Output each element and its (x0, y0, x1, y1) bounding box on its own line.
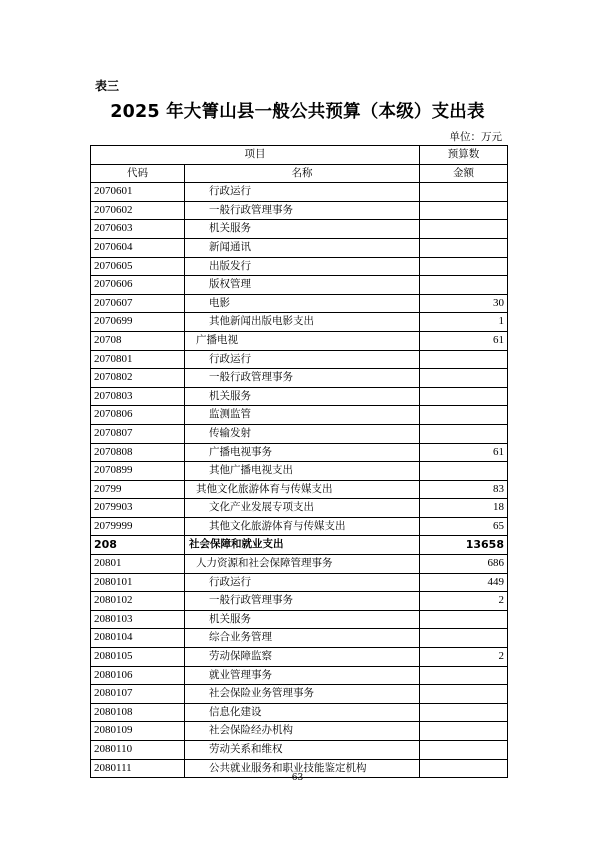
row-name: 公共就业服务和职业技能鉴定机构 (185, 759, 420, 778)
row-amount: 449 (420, 573, 508, 592)
row-name: 社会保障和就业支出 (185, 536, 420, 555)
row-amount (420, 276, 508, 295)
table-body (91, 183, 508, 778)
row-code: 2080111 (91, 759, 185, 778)
document-title: 2025 年大箐山县一般公共预算（本级）支出表 (110, 102, 485, 122)
table-row (91, 238, 508, 257)
row-amount (420, 257, 508, 276)
table-row (91, 424, 508, 443)
table-row (91, 666, 508, 685)
row-code: 2070808 (91, 443, 185, 462)
row-code: 2080108 (91, 703, 185, 722)
row-amount (420, 238, 508, 257)
row-name: 一般行政管理事务 (185, 369, 420, 388)
row-amount: 83 (420, 480, 508, 499)
row-amount (420, 685, 508, 704)
row-name: 人力资源和社会保障管理事务 (185, 555, 420, 574)
row-code: 2079999 (91, 517, 185, 536)
row-code: 2080104 (91, 629, 185, 648)
row-name: 监测监管 (185, 406, 420, 425)
row-code: 2070807 (91, 424, 185, 443)
row-code: 2070699 (91, 313, 185, 332)
row-code: 2080110 (91, 741, 185, 760)
code-column-header: 代码 (91, 164, 185, 183)
row-name: 广播电视 (185, 331, 420, 350)
row-code: 2070602 (91, 201, 185, 220)
row-name: 版权管理 (185, 276, 420, 295)
table-row (91, 685, 508, 704)
row-code: 20799 (91, 480, 185, 499)
row-code: 2070607 (91, 294, 185, 313)
row-name: 机关服务 (185, 387, 420, 406)
table-row (91, 741, 508, 760)
row-name: 就业管理事务 (185, 666, 420, 685)
table-row (91, 276, 508, 295)
row-code: 2080107 (91, 685, 185, 704)
table-row (91, 294, 508, 313)
table-row (91, 703, 508, 722)
table-row (91, 499, 508, 518)
row-amount: 61 (420, 443, 508, 462)
row-amount (420, 183, 508, 202)
table-row (91, 257, 508, 276)
table-row (91, 201, 508, 220)
row-amount (420, 387, 508, 406)
row-code: 2070605 (91, 257, 185, 276)
row-code: 2080103 (91, 610, 185, 629)
table-row (91, 648, 508, 667)
row-code: 208 (91, 536, 185, 555)
row-amount: 2 (420, 648, 508, 667)
row-amount: 1 (420, 313, 508, 332)
row-code: 2080109 (91, 722, 185, 741)
table-row (91, 406, 508, 425)
page-number: 63 (291, 773, 304, 783)
row-amount (420, 666, 508, 685)
table-row (91, 331, 508, 350)
row-amount: 686 (420, 555, 508, 574)
row-amount (420, 350, 508, 369)
row-amount (420, 610, 508, 629)
row-name: 行政运行 (185, 350, 420, 369)
row-name: 出版发行 (185, 257, 420, 276)
row-name: 社会保险业务管理事务 (185, 685, 420, 704)
budget-table (90, 145, 508, 778)
row-code: 20708 (91, 331, 185, 350)
table-row (91, 220, 508, 239)
row-name: 行政运行 (185, 573, 420, 592)
amount-column-header: 金额 (420, 164, 508, 183)
project-group-header: 项目 (91, 146, 420, 165)
row-amount: 61 (420, 331, 508, 350)
row-name: 广播电视事务 (185, 443, 420, 462)
row-code: 20801 (91, 555, 185, 574)
row-name: 劳动保障监察 (185, 648, 420, 667)
row-code: 2070801 (91, 350, 185, 369)
table-row (91, 592, 508, 611)
table-row (91, 517, 508, 536)
table-row (91, 387, 508, 406)
table-row (91, 555, 508, 574)
table-row (91, 462, 508, 481)
row-name: 其他新闻出版电影支出 (185, 313, 420, 332)
table-row (91, 443, 508, 462)
row-name: 行政运行 (185, 183, 420, 202)
row-amount (420, 722, 508, 741)
row-amount (420, 703, 508, 722)
row-name: 其他文化旅游体育与传媒支出 (185, 480, 420, 499)
table-row (91, 350, 508, 369)
table-row (91, 480, 508, 499)
row-name: 社会保险经办机构 (185, 722, 420, 741)
row-amount (420, 741, 508, 760)
table-row (91, 629, 508, 648)
row-name: 信息化建设 (185, 703, 420, 722)
row-amount: 2 (420, 592, 508, 611)
row-amount: 13658 (420, 536, 508, 555)
table-row (91, 183, 508, 202)
row-amount: 65 (420, 517, 508, 536)
row-amount (420, 201, 508, 220)
table-row (91, 536, 508, 555)
table-row (91, 369, 508, 388)
row-code: 2070806 (91, 406, 185, 425)
row-amount (420, 369, 508, 388)
row-name: 新闻通讯 (185, 238, 420, 257)
row-amount (420, 424, 508, 443)
table-row (91, 610, 508, 629)
budget-header: 预算数 (420, 146, 508, 165)
row-code: 2070803 (91, 387, 185, 406)
row-name: 机关服务 (185, 220, 420, 239)
row-amount (420, 220, 508, 239)
row-code: 2070899 (91, 462, 185, 481)
row-name: 一般行政管理事务 (185, 592, 420, 611)
table-row (91, 573, 508, 592)
row-code: 2070604 (91, 238, 185, 257)
table-row (91, 722, 508, 741)
row-name: 其他文化旅游体育与传媒支出 (185, 517, 420, 536)
row-name: 一般行政管理事务 (185, 201, 420, 220)
row-amount: 18 (420, 499, 508, 518)
row-name: 其他广播电视支出 (185, 462, 420, 481)
row-name: 传输发射 (185, 424, 420, 443)
row-amount (420, 462, 508, 481)
row-code: 2079903 (91, 499, 185, 518)
row-name: 电影 (185, 294, 420, 313)
row-code: 2070606 (91, 276, 185, 295)
row-amount: 30 (420, 294, 508, 313)
row-name: 劳动关系和维权 (185, 741, 420, 760)
row-amount (420, 406, 508, 425)
row-code: 2070802 (91, 369, 185, 388)
row-code: 2080102 (91, 592, 185, 611)
row-code: 2070603 (91, 220, 185, 239)
row-name: 综合业务管理 (185, 629, 420, 648)
row-amount (420, 629, 508, 648)
row-code: 2080105 (91, 648, 185, 667)
name-column-header: 名称 (185, 164, 420, 183)
row-code: 2070601 (91, 183, 185, 202)
table-row (91, 313, 508, 332)
row-name: 文化产业发展专项支出 (185, 499, 420, 518)
row-code: 2080106 (91, 666, 185, 685)
table-label: 表三 (95, 79, 120, 93)
unit-label: 单位：万元 (449, 131, 502, 143)
row-name: 机关服务 (185, 610, 420, 629)
row-code: 2080101 (91, 573, 185, 592)
